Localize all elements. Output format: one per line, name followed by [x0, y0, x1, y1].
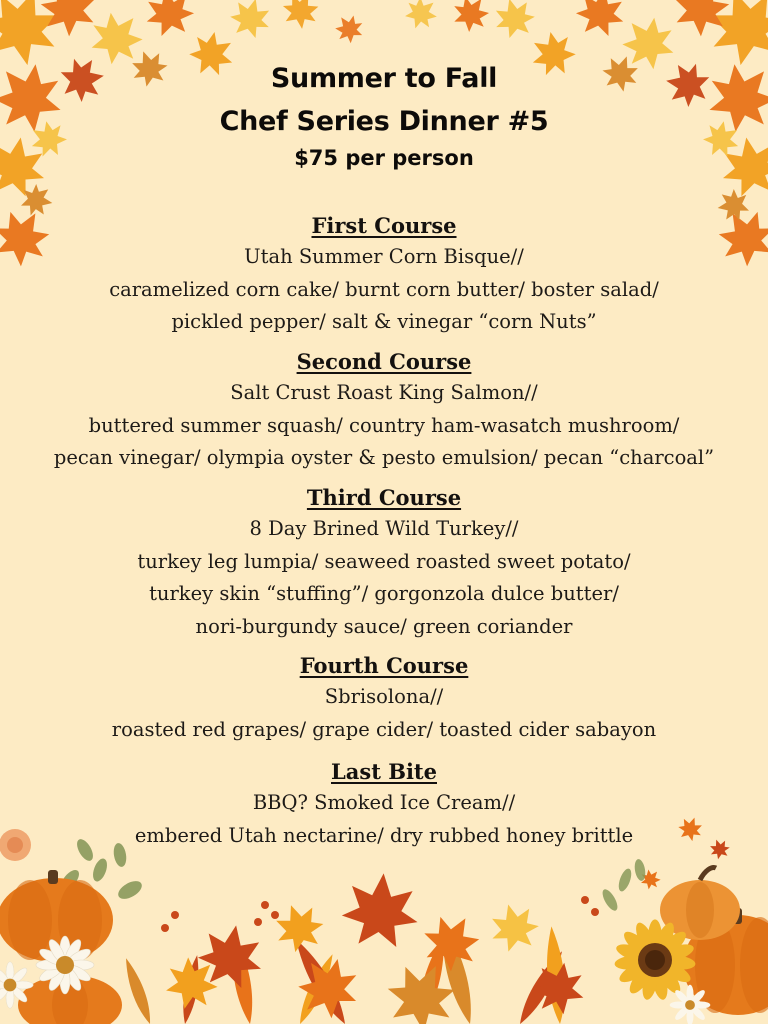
course-line: turkey skin “stuffing”/ gorgonzola dulce butter/	[149, 582, 619, 606]
course-line: embered Utah nectarine/ dry rubbed honey brittle	[134, 823, 634, 847]
course-line: turkey leg lumpia/ seaweed roasted sweet potato/	[137, 549, 631, 573]
course-fourth	[0, 651, 768, 746]
course-second	[0, 347, 768, 475]
course-line: buttered summer squash/ country ham-wasatch mushroom/	[88, 413, 680, 437]
course-line: pecan vinegar/ olympia oyster & pesto emulsion/ pecan “charcoal”	[53, 446, 715, 470]
menu-price: $75 per person	[294, 146, 474, 170]
course-first	[0, 211, 768, 339]
course-title: Fourth Course	[299, 653, 469, 678]
course-title: First Course	[311, 213, 457, 238]
course-last-bite	[0, 757, 768, 852]
course-line: roasted red grapes/ grape cider/ toasted cider sabayon	[111, 717, 657, 741]
menu-title-line-2: Chef Series Dinner #5	[219, 106, 549, 137]
course-line: pickled pepper/ salt & vinegar “corn Nuts”	[171, 310, 597, 334]
course-line: caramelized corn cake/ burnt corn butter/ boster salad/	[109, 277, 659, 301]
course-line: Sbrisolona//	[324, 685, 444, 708]
course-line: BBQ? Smoked Ice Cream//	[252, 791, 516, 814]
menu-title-line-1: Summer to Fall	[270, 63, 498, 94]
course-line: nori-burgundy sauce/ green coriander	[195, 614, 573, 638]
course-title: Last Bite	[331, 759, 437, 784]
course-title: Third Course	[306, 485, 462, 510]
course-line: Utah Summer Corn Bisque//	[244, 245, 524, 268]
course-title: Second Course	[296, 349, 472, 374]
course-line: Salt Crust Roast King Salmon//	[230, 381, 538, 404]
course-line: 8 Day Brined Wild Turkey//	[249, 517, 519, 540]
course-third	[0, 483, 768, 643]
